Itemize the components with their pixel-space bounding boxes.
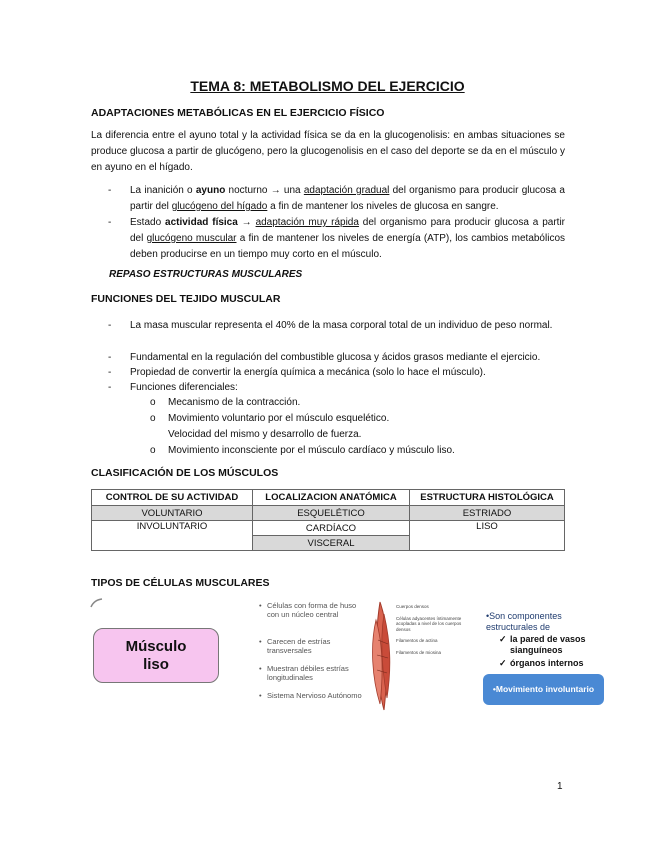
table-cell: VISCERAL xyxy=(253,536,410,551)
dash-marker: - xyxy=(108,352,112,363)
section-heading-adaptaciones: ADAPTACIONES METABÓLICAS EN EL EJERCICIO FÍSICO xyxy=(91,107,385,119)
box-label: liso xyxy=(143,656,169,673)
component-item xyxy=(499,658,610,669)
diagram-label: Filamentos de actina xyxy=(396,638,438,643)
underlined-fragment: adaptación gradual xyxy=(303,185,390,196)
sub-list-item-text: Velocidad del mismo y desarrollo de fuerza. xyxy=(168,429,362,440)
bold-fragment: ayuno xyxy=(195,185,226,196)
list-item-text: Propiedad de convertir la energía química a mecánica (solo lo hace el músculo). xyxy=(130,367,486,378)
sub-list-item xyxy=(168,427,361,443)
list-item xyxy=(108,380,565,396)
table-cell: INVOLUNTARIO xyxy=(92,521,253,551)
underlined-fragment: glucógeno del hígado xyxy=(171,201,268,212)
table-cell: ESTRIADO xyxy=(410,506,565,521)
feature-text: Carecen de estrías transversales xyxy=(267,637,331,655)
smooth-muscle-cells-illustration xyxy=(366,600,396,712)
table-header: CONTROL DE SU ACTIVIDAD xyxy=(92,490,253,506)
bold-fragment: actividad física xyxy=(165,217,238,228)
underlined-fragment: adaptación muy rápida xyxy=(255,217,359,228)
text-fragment: Estado xyxy=(130,217,166,228)
bullet-actividad xyxy=(108,215,566,263)
text-fragment: → xyxy=(237,217,256,228)
circle-bullet-icon: o xyxy=(150,413,156,424)
component-item xyxy=(499,634,610,656)
table-header: LOCALIZACION ANATÓMICA xyxy=(253,490,410,506)
checkmark-icon: ✓ xyxy=(499,634,507,644)
list-item xyxy=(108,365,565,381)
bullet-dot-icon: • xyxy=(259,601,262,610)
movimiento-involuntario-box: •Movimiento involuntario xyxy=(483,674,604,705)
bullet-ayuno xyxy=(108,183,565,215)
sub-list-item xyxy=(150,443,455,459)
diagram-label: Filamentos de miosina xyxy=(396,649,442,655)
sub-list-item-text: Mecanismo de la contracción. xyxy=(168,397,301,408)
table-header: ESTRUCTURA HISTOLÓGICA xyxy=(410,490,565,506)
diagram-label: Cuerpos densos xyxy=(396,604,429,609)
page-title: TEMA 8: METABOLISMO DEL EJERCICIO xyxy=(190,78,465,94)
musculo-liso-box xyxy=(93,628,219,683)
component-text: órganos internos xyxy=(510,658,584,668)
text-fragment: del organismo para producir glucosa a partir del xyxy=(130,185,565,212)
feature-text: Células con forma de huso con un núcleo central xyxy=(267,601,357,619)
list-item-text: Funciones diferenciales: xyxy=(130,382,238,393)
sub-list-item-text: Movimiento voluntario por el músculo esquelético. xyxy=(168,413,390,424)
list-item xyxy=(108,318,565,334)
checkmark-icon: ✓ xyxy=(499,658,507,668)
bullet-dot-icon: • xyxy=(259,691,262,700)
page-number: 1 xyxy=(557,781,563,792)
table-cell: CARDÍACO xyxy=(253,521,410,536)
feature-item xyxy=(259,601,362,619)
box-label: Músculo xyxy=(125,638,187,655)
dash-marker: - xyxy=(108,185,112,196)
text-fragment: del organismo para producir glucosa a partir del xyxy=(130,217,566,244)
diagram-labels xyxy=(396,604,476,655)
sub-list-item-text: Movimiento inconsciente por el músculo cardíaco y músculo liso. xyxy=(168,445,455,456)
bullet-dot-icon: • xyxy=(259,637,262,646)
feature-text: Muestran débiles estrías longitudinales xyxy=(267,664,349,682)
intro-paragraph: La diferencia entre el ayuno total y la actividad física se da en la glucogenolisis: en ambas situaciones se produce glucosa a partir de glucógeno, pero la glucogenolisis en el caso del deporte se da en el músculo y en ayuno en el hígado. xyxy=(91,130,565,173)
sub-list-item xyxy=(150,395,301,411)
curve-decoration-icon xyxy=(90,598,104,608)
dash-marker: - xyxy=(108,217,112,228)
diagram-label: Células adyacentes íntimamente acopladas a nivel de los cuerpos densos xyxy=(396,615,462,632)
table-cell: LISO xyxy=(410,521,565,551)
underlined-fragment: glucógeno muscular xyxy=(146,233,237,244)
feature-item xyxy=(259,691,362,700)
bullet-dot-icon: • xyxy=(259,664,262,673)
feature-item xyxy=(259,637,362,655)
table-cell: VOLUNTARIO xyxy=(92,506,253,521)
feature-item xyxy=(259,664,362,682)
list-item xyxy=(108,350,565,366)
sub-list-item xyxy=(150,411,390,427)
circle-bullet-icon: o xyxy=(150,445,156,456)
section-heading-tipos: TIPOS DE CÉLULAS MUSCULARES xyxy=(91,577,270,589)
section-heading-funciones: FUNCIONES DEL TEJIDO MUSCULAR xyxy=(91,293,281,305)
text-fragment: a fin de mantener los niveles de energía (ATP), los cambios metabólicos deben producirse en un tiempo muy corto en el músculo. xyxy=(130,233,566,260)
text-fragment: a fin de mantener los niveles de glucosa en sangre. xyxy=(267,201,499,212)
feature-text: Sistema Nervioso Autónomo xyxy=(267,691,362,700)
dash-marker: - xyxy=(108,382,112,393)
dash-marker: - xyxy=(108,320,112,331)
dash-marker: - xyxy=(108,367,112,378)
table-cell: ESQUELÉTICO xyxy=(253,506,410,521)
section-heading-clasificacion: CLASIFICACIÓN DE LOS MÚSCULOS xyxy=(91,467,279,479)
repaso-heading: REPASO ESTRUCTURAS MUSCULARES xyxy=(109,269,303,280)
list-item-text: La masa muscular representa el 40% de la masa corporal total de un individuo de peso normal. xyxy=(130,320,553,331)
components-intro: •Son componentes estructurales de xyxy=(486,611,562,632)
classification-table xyxy=(91,489,565,551)
text-fragment: La inanición o xyxy=(130,185,196,196)
text-fragment: nocturno → una xyxy=(225,185,304,196)
circle-bullet-icon: o xyxy=(150,397,156,408)
list-item-text: Fundamental en la regulación del combustible glucosa y ácidos grasos mediante el ejercicio. xyxy=(130,352,541,363)
component-text: la pared de vasos sianguíneos xyxy=(510,634,586,655)
